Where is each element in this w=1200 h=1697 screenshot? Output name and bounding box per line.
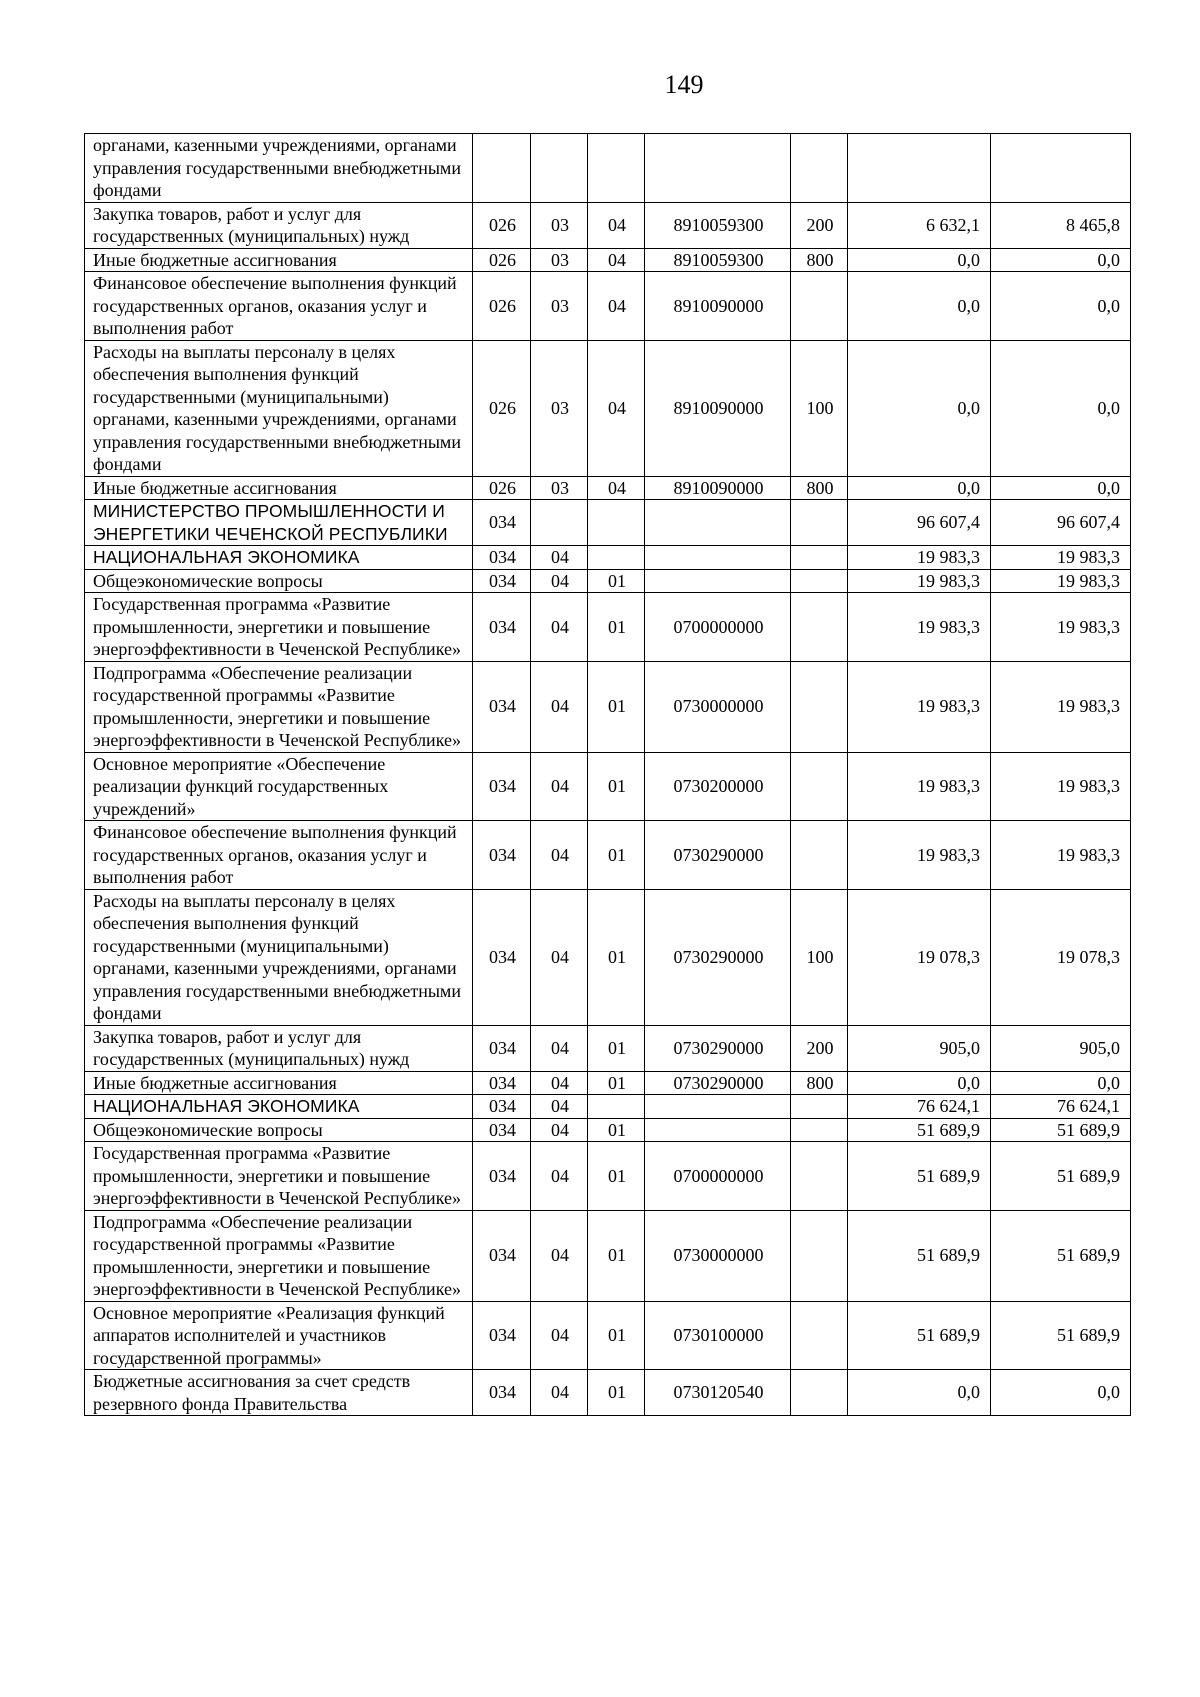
row-name-cell: Закупка товаров, работ и услуг для государственных (муниципальных) нужд bbox=[85, 1025, 473, 1071]
amount-year2-cell: 51 689,9 bbox=[991, 1301, 1131, 1370]
subsection-code-cell: 01 bbox=[588, 1210, 645, 1301]
section-code-cell: 04 bbox=[531, 752, 588, 821]
admin-code-cell: 034 bbox=[473, 1025, 531, 1071]
row-name-cell: Подпрограмма «Обеспечение реализации государственной программы «Развитие промышленности, энергетики и повышение энергоэффективности в Чеченской Республике» bbox=[85, 1210, 473, 1301]
table-row bbox=[85, 1301, 1131, 1370]
subsection-code-cell: 01 bbox=[588, 1142, 645, 1211]
admin-code-cell: 034 bbox=[473, 1210, 531, 1301]
subsection-code-cell: 01 bbox=[588, 1071, 645, 1095]
admin-code-cell: 026 bbox=[473, 272, 531, 341]
amount-year1-cell: 19 078,3 bbox=[848, 889, 991, 1025]
target-article-cell: 0730290000 bbox=[645, 821, 791, 890]
subsection-code-cell: 01 bbox=[588, 1118, 645, 1142]
amount-year1-cell: 19 983,3 bbox=[848, 569, 991, 593]
amount-year1-cell: 905,0 bbox=[848, 1025, 991, 1071]
section-code-cell: 03 bbox=[531, 248, 588, 272]
subsection-code-cell: 04 bbox=[588, 248, 645, 272]
amount-year2-cell: 19 983,3 bbox=[991, 569, 1131, 593]
subsection-code-cell: 01 bbox=[588, 661, 645, 752]
target-article-cell: 8910090000 bbox=[645, 476, 791, 500]
expense-type-cell bbox=[791, 752, 848, 821]
amount-year1-cell: 19 983,3 bbox=[848, 821, 991, 890]
amount-year1-cell: 0,0 bbox=[848, 1370, 991, 1416]
admin-code-cell: 034 bbox=[473, 500, 531, 546]
admin-code-cell: 034 bbox=[473, 821, 531, 890]
row-name-cell: Основное мероприятие «Реализация функций аппаратов исполнителей и участников государственной программы» bbox=[85, 1301, 473, 1370]
row-name-cell: Расходы на выплаты персоналу в целях обеспечения выполнения функций государственными (муниципальными) органами, казенными учреждениями, органами управления государственными внебюджетными фондами bbox=[85, 889, 473, 1025]
subsection-code-cell: 01 bbox=[588, 889, 645, 1025]
amount-year1-cell: 0,0 bbox=[848, 340, 991, 476]
table-row bbox=[85, 889, 1131, 1025]
amount-year2-cell: 51 689,9 bbox=[991, 1142, 1131, 1211]
row-name-cell: Иные бюджетные ассигнования bbox=[85, 1071, 473, 1095]
section-code-cell: 04 bbox=[531, 1025, 588, 1071]
admin-code-cell: 034 bbox=[473, 1118, 531, 1142]
target-article-cell: 0730290000 bbox=[645, 1071, 791, 1095]
row-name-cell: Финансовое обеспечение выполнения функций государственных органов, оказания услуг и выполнения работ bbox=[85, 821, 473, 890]
subsection-code-cell: 01 bbox=[588, 1370, 645, 1416]
amount-year2-cell: 19 983,3 bbox=[991, 661, 1131, 752]
amount-year1-cell: 19 983,3 bbox=[848, 593, 991, 662]
table-row bbox=[85, 1370, 1131, 1416]
section-code-cell: 04 bbox=[531, 1301, 588, 1370]
target-article-cell: 0730000000 bbox=[645, 1210, 791, 1301]
row-name-cell: Подпрограмма «Обеспечение реализации государственной программы «Развитие промышленности, энергетики и повышение энергоэффективности в Чеченской Республике» bbox=[85, 661, 473, 752]
expense-type-cell bbox=[791, 1301, 848, 1370]
section-code-cell: 04 bbox=[531, 1142, 588, 1211]
table-row bbox=[85, 1118, 1131, 1142]
table-row bbox=[85, 1095, 1131, 1119]
table-row bbox=[85, 546, 1131, 570]
admin-code-cell: 034 bbox=[473, 752, 531, 821]
admin-code-cell: 034 bbox=[473, 1095, 531, 1119]
target-article-cell: 8910090000 bbox=[645, 340, 791, 476]
expense-type-cell: 100 bbox=[791, 340, 848, 476]
table-row bbox=[85, 248, 1131, 272]
row-name-cell: органами, казенными учреждениями, органами управления государственными внебюджетными фондами bbox=[85, 134, 473, 203]
target-article-cell: 0700000000 bbox=[645, 593, 791, 662]
target-article-cell bbox=[645, 569, 791, 593]
admin-code-cell: 034 bbox=[473, 1301, 531, 1370]
table-row bbox=[85, 476, 1131, 500]
target-article-cell: 8910059300 bbox=[645, 248, 791, 272]
section-code-cell: 04 bbox=[531, 1118, 588, 1142]
table-row bbox=[85, 569, 1131, 593]
expense-type-cell: 200 bbox=[791, 1025, 848, 1071]
section-code-cell: 04 bbox=[531, 821, 588, 890]
table-row bbox=[85, 593, 1131, 662]
section-code-cell: 04 bbox=[531, 889, 588, 1025]
admin-code-cell: 026 bbox=[473, 248, 531, 272]
row-name-cell: Общеэкономические вопросы bbox=[85, 1118, 473, 1142]
expense-type-cell: 100 bbox=[791, 889, 848, 1025]
target-article-cell bbox=[645, 1118, 791, 1142]
amount-year2-cell bbox=[991, 134, 1131, 203]
admin-code-cell: 034 bbox=[473, 569, 531, 593]
admin-code-cell: 034 bbox=[473, 546, 531, 570]
row-name-cell: Бюджетные ассигнования за счет средств резервного фонда Правительства bbox=[85, 1370, 473, 1416]
amount-year1-cell: 0,0 bbox=[848, 476, 991, 500]
subsection-code-cell: 01 bbox=[588, 752, 645, 821]
table-row bbox=[85, 202, 1131, 248]
amount-year2-cell: 0,0 bbox=[991, 340, 1131, 476]
table-row bbox=[85, 340, 1131, 476]
admin-code-cell: 026 bbox=[473, 476, 531, 500]
section-code-cell: 04 bbox=[531, 593, 588, 662]
amount-year1-cell: 96 607,4 bbox=[848, 500, 991, 546]
section-code-cell: 03 bbox=[531, 202, 588, 248]
table-row bbox=[85, 661, 1131, 752]
admin-code-cell: 034 bbox=[473, 1071, 531, 1095]
admin-code-cell: 034 bbox=[473, 1142, 531, 1211]
amount-year1-cell: 19 983,3 bbox=[848, 661, 991, 752]
page-number: 149 bbox=[664, 70, 704, 99]
target-article-cell bbox=[645, 546, 791, 570]
amount-year2-cell: 51 689,9 bbox=[991, 1210, 1131, 1301]
target-article-cell: 0730290000 bbox=[645, 1025, 791, 1071]
amount-year2-cell: 96 607,4 bbox=[991, 500, 1131, 546]
admin-code-cell: 034 bbox=[473, 889, 531, 1025]
section-code-cell: 04 bbox=[531, 569, 588, 593]
table-row bbox=[85, 272, 1131, 341]
subsection-code-cell: 01 bbox=[588, 593, 645, 662]
amount-year1-cell: 51 689,9 bbox=[848, 1118, 991, 1142]
amount-year2-cell: 76 624,1 bbox=[991, 1095, 1131, 1119]
target-article-cell: 0730000000 bbox=[645, 661, 791, 752]
target-article-cell: 0730290000 bbox=[645, 889, 791, 1025]
row-name-cell: Закупка товаров, работ и услуг для государственных (муниципальных) нужд bbox=[85, 202, 473, 248]
target-article-cell bbox=[645, 134, 791, 203]
table-row bbox=[85, 1210, 1131, 1301]
table-row bbox=[85, 1025, 1131, 1071]
target-article-cell: 0730200000 bbox=[645, 752, 791, 821]
target-article-cell: 0730120540 bbox=[645, 1370, 791, 1416]
amount-year1-cell: 51 689,9 bbox=[848, 1301, 991, 1370]
amount-year2-cell: 19 078,3 bbox=[991, 889, 1131, 1025]
expense-type-cell: 800 bbox=[791, 476, 848, 500]
admin-code-cell: 034 bbox=[473, 661, 531, 752]
row-name-cell: Государственная программа «Развитие промышленности, энергетики и повышение энергоэффективности в Чеченской Республике» bbox=[85, 593, 473, 662]
amount-year2-cell: 0,0 bbox=[991, 476, 1131, 500]
row-name-cell: Расходы на выплаты персоналу в целях обеспечения выполнения функций государственными (муниципальными) органами, казенными учреждениями, органами управления государственными внебюджетными фондами bbox=[85, 340, 473, 476]
table-body bbox=[85, 134, 1131, 1416]
expense-type-cell bbox=[791, 1118, 848, 1142]
table-row bbox=[85, 134, 1131, 203]
section-code-cell: 04 bbox=[531, 1210, 588, 1301]
amount-year1-cell: 19 983,3 bbox=[848, 546, 991, 570]
row-name-cell: Финансовое обеспечение выполнения функций государственных органов, оказания услуг и выполнения работ bbox=[85, 272, 473, 341]
amount-year1-cell bbox=[848, 134, 991, 203]
expense-type-cell bbox=[791, 661, 848, 752]
row-name-cell: НАЦИОНАЛЬНАЯ ЭКОНОМИКА bbox=[85, 546, 473, 570]
target-article-cell: 8910059300 bbox=[645, 202, 791, 248]
section-code-cell: 03 bbox=[531, 272, 588, 341]
admin-code-cell: 034 bbox=[473, 1370, 531, 1416]
section-code-cell: 04 bbox=[531, 661, 588, 752]
amount-year2-cell: 905,0 bbox=[991, 1025, 1131, 1071]
budget-table bbox=[84, 133, 1131, 1416]
expense-type-cell bbox=[791, 821, 848, 890]
admin-code-cell: 026 bbox=[473, 340, 531, 476]
subsection-code-cell bbox=[588, 1095, 645, 1119]
table-row bbox=[85, 752, 1131, 821]
amount-year1-cell: 51 689,9 bbox=[848, 1210, 991, 1301]
table-row bbox=[85, 1071, 1131, 1095]
expense-type-cell bbox=[791, 134, 848, 203]
amount-year1-cell: 76 624,1 bbox=[848, 1095, 991, 1119]
section-code-cell: 04 bbox=[531, 1370, 588, 1416]
amount-year1-cell: 51 689,9 bbox=[848, 1142, 991, 1211]
row-name-cell: МИНИСТЕРСТВО ПРОМЫШЛЕННОСТИ И ЭНЕРГЕТИКИ ЧЕЧЕНСКОЙ РЕСПУБЛИКИ bbox=[85, 500, 473, 546]
row-name-cell: Основное мероприятие «Обеспечение реализации функций государственных учреждений» bbox=[85, 752, 473, 821]
table-row bbox=[85, 821, 1131, 890]
row-name-cell: Иные бюджетные ассигнования bbox=[85, 476, 473, 500]
section-code-cell bbox=[531, 134, 588, 203]
row-name-cell: Общеэкономические вопросы bbox=[85, 569, 473, 593]
expense-type-cell bbox=[791, 1095, 848, 1119]
section-code-cell: 04 bbox=[531, 1095, 588, 1119]
admin-code-cell: 026 bbox=[473, 202, 531, 248]
row-name-cell: Иные бюджетные ассигнования bbox=[85, 248, 473, 272]
expense-type-cell: 200 bbox=[791, 202, 848, 248]
table-row bbox=[85, 1142, 1131, 1211]
expense-type-cell bbox=[791, 569, 848, 593]
target-article-cell: 8910090000 bbox=[645, 272, 791, 341]
subsection-code-cell bbox=[588, 500, 645, 546]
row-name-cell: Государственная программа «Развитие промышленности, энергетики и повышение энергоэффективности в Чеченской Республике» bbox=[85, 1142, 473, 1211]
row-name-cell: НАЦИОНАЛЬНАЯ ЭКОНОМИКА bbox=[85, 1095, 473, 1119]
section-code-cell: 03 bbox=[531, 340, 588, 476]
subsection-code-cell: 01 bbox=[588, 1025, 645, 1071]
amount-year2-cell: 19 983,3 bbox=[991, 821, 1131, 890]
section-code-cell bbox=[531, 500, 588, 546]
amount-year1-cell: 19 983,3 bbox=[848, 752, 991, 821]
section-code-cell: 03 bbox=[531, 476, 588, 500]
target-article-cell: 0700000000 bbox=[645, 1142, 791, 1211]
amount-year2-cell: 0,0 bbox=[991, 248, 1131, 272]
admin-code-cell: 034 bbox=[473, 593, 531, 662]
target-article-cell: 0730100000 bbox=[645, 1301, 791, 1370]
subsection-code-cell: 01 bbox=[588, 1301, 645, 1370]
expense-type-cell bbox=[791, 500, 848, 546]
section-code-cell: 04 bbox=[531, 1071, 588, 1095]
amount-year1-cell: 0,0 bbox=[848, 1071, 991, 1095]
amount-year1-cell: 0,0 bbox=[848, 248, 991, 272]
expense-type-cell bbox=[791, 1370, 848, 1416]
amount-year2-cell: 19 983,3 bbox=[991, 593, 1131, 662]
section-code-cell: 04 bbox=[531, 546, 588, 570]
subsection-code-cell: 04 bbox=[588, 202, 645, 248]
amount-year1-cell: 0,0 bbox=[848, 272, 991, 341]
amount-year2-cell: 19 983,3 bbox=[991, 752, 1131, 821]
subsection-code-cell bbox=[588, 546, 645, 570]
subsection-code-cell: 01 bbox=[588, 569, 645, 593]
target-article-cell bbox=[645, 500, 791, 546]
expense-type-cell bbox=[791, 546, 848, 570]
expense-type-cell bbox=[791, 593, 848, 662]
amount-year2-cell: 0,0 bbox=[991, 1071, 1131, 1095]
amount-year2-cell: 19 983,3 bbox=[991, 546, 1131, 570]
subsection-code-cell bbox=[588, 134, 645, 203]
amount-year1-cell: 6 632,1 bbox=[848, 202, 991, 248]
admin-code-cell bbox=[473, 134, 531, 203]
target-article-cell bbox=[645, 1095, 791, 1119]
table-row bbox=[85, 500, 1131, 546]
subsection-code-cell: 01 bbox=[588, 821, 645, 890]
subsection-code-cell: 04 bbox=[588, 272, 645, 341]
expense-type-cell: 800 bbox=[791, 1071, 848, 1095]
amount-year2-cell: 0,0 bbox=[991, 272, 1131, 341]
subsection-code-cell: 04 bbox=[588, 476, 645, 500]
subsection-code-cell: 04 bbox=[588, 340, 645, 476]
amount-year2-cell: 0,0 bbox=[991, 1370, 1131, 1416]
amount-year2-cell: 51 689,9 bbox=[991, 1118, 1131, 1142]
expense-type-cell bbox=[791, 1210, 848, 1301]
expense-type-cell bbox=[791, 1142, 848, 1211]
expense-type-cell bbox=[791, 272, 848, 341]
amount-year2-cell: 8 465,8 bbox=[991, 202, 1131, 248]
expense-type-cell: 800 bbox=[791, 248, 848, 272]
